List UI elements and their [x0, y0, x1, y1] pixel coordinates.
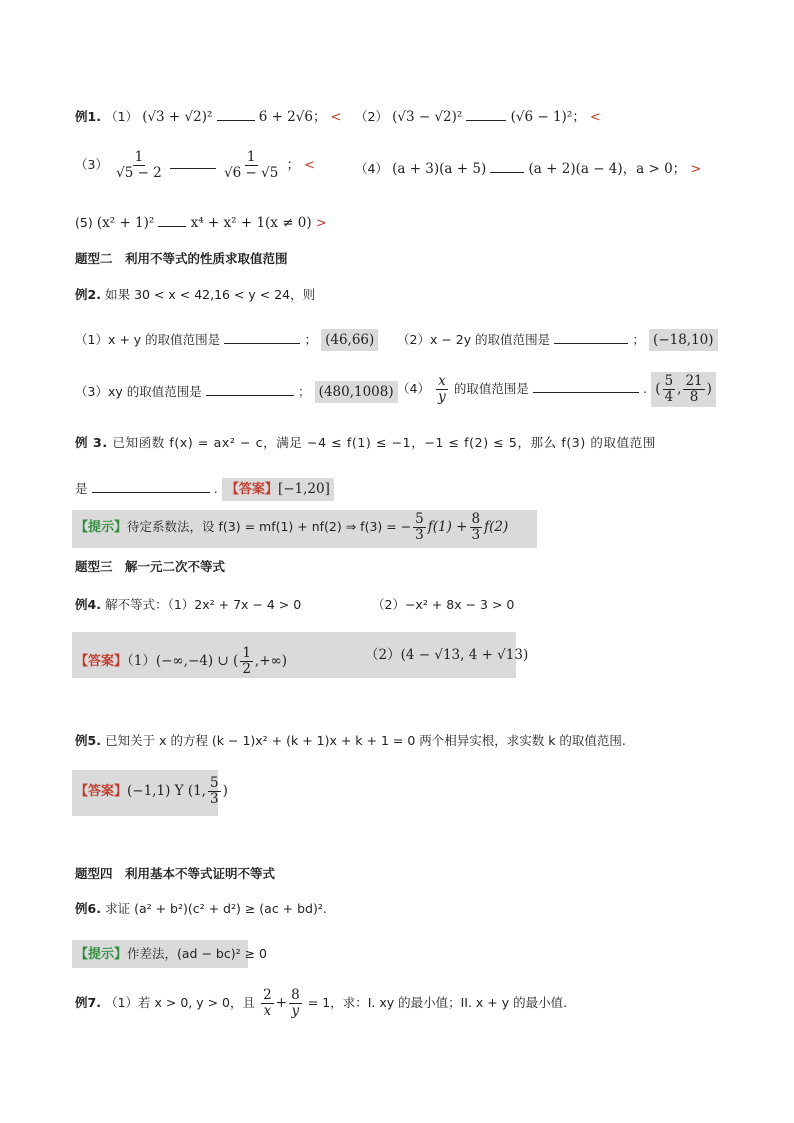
ex4-stem2: （2）−x² + 8x − 3 > 0: [372, 597, 515, 612]
ex1-p1-answer: <: [330, 110, 342, 125]
answer-blank: [217, 110, 255, 121]
ex1-p2-answer: <: [589, 110, 601, 125]
ex1-p2-lhs: (√3 − √2)²: [392, 109, 463, 125]
answer-blank: [466, 110, 506, 121]
answer-blank: [224, 333, 300, 344]
section-heading-type3: 题型三 解一元二次不等式: [75, 559, 226, 574]
ex1-p3-rhs-fraction: $\frac{1}{√6 - √5}$: [224, 149, 279, 181]
ex4-answer: 【答案】（1）(−∞,−4) ∪ ( $\frac{1}{2}$ ,+∞): [75, 645, 288, 677]
ex1-label: 例1.: [75, 109, 101, 124]
ex7-fraction-2-x: $\frac{2}{x}$: [263, 987, 272, 1019]
ex2-q2: （2）x − 2y 的取值范围是 ； (−18,10): [397, 329, 718, 351]
answer-blank: [490, 162, 524, 173]
ex3-answer: 【答案】[−1,20]: [222, 478, 334, 501]
ex3-stem: 例 3. 已知函数 f(x) = ax² − c，满足 −4 ≤ f(1) ≤ −1，−1 ≤ f(2) ≤ 5，那么 f(3) 的取值范围: [75, 435, 656, 450]
ex7-fraction-8-y: $\frac{8}{y}$: [291, 987, 300, 1019]
section-heading-type2: 题型二 利用不等式的性质求取值范围: [75, 251, 288, 266]
ex2-q2-answer: (−18,10): [649, 329, 718, 351]
ex2-stem: 例2. 如果 30 < x < 42,16 < y < 24，则: [75, 287, 316, 302]
ex5-stem: 例5. 已知关于 x 的方程 (k − 1)x² + (k + 1)x + k + 1 = 0 两个相异实根，求实数 k 的取值范围.: [75, 733, 626, 748]
section-heading-type4: 题型四 利用基本不等式证明不等式: [75, 866, 276, 881]
ex4-answer2: （2）(4 − √13, 4 + √13): [365, 647, 529, 663]
ex1-p3-answer: <: [304, 158, 316, 173]
ex1-row2b: （4） (a + 3)(a + 5) (a + 2)(a − 4)，a > 0； >: [355, 161, 702, 177]
ex2-q4-answer: ( $\frac{5}{4}$ , $\frac{21}{8}$ ): [651, 372, 716, 407]
answer-blank: [533, 382, 639, 393]
ex1-p1-lhs: (√3 + √2)²: [142, 109, 213, 125]
ex1-p3-lhs-fraction: $\frac{1}{√5 - 2}$: [116, 149, 162, 181]
ex1-p5-answer: >: [315, 216, 327, 231]
ex4-stem: 例4. 解不等式：（1）2x² + 7x − 4 > 0: [75, 597, 302, 612]
ex7-stem: 例7. （1）若 x > 0, y > 0，且 $\frac{2}{x}$ + $\frac{8}{y}$ = 1，求：I. xy 的最小值；II. x + y 的最小值.: [75, 987, 568, 1019]
ex6-stem: 例6. 求证 (a² + b²)(c² + d²) ≥ (ac + bd)².: [75, 901, 327, 916]
ex1-row2: （3） $\frac{1}{√5 - 2}$ $\frac{1}{√6 - √5}$ ； <: [75, 149, 316, 181]
ex2-q4: （4） $\frac{x}{y}$ 的取值范围是 . ( $\frac{5}{4}$ , $\frac{21}{8}$ ): [397, 372, 716, 407]
answer-blank: [158, 216, 186, 227]
ex1-p4-answer: >: [690, 162, 702, 177]
answer-blank: [170, 158, 216, 169]
ex2-q3-answer: (480,1008): [315, 381, 398, 403]
ex2-q1-answer: (46,66): [321, 329, 378, 351]
ex1-row1: 例1. （1） (√3 + √2)² 6 + 2√6； <: [75, 109, 342, 125]
ex2-q1: （1）x + y 的取值范围是 ； (46,66): [75, 329, 378, 351]
ex2-q3: （3）xy 的取值范围是 ； (480,1008): [75, 381, 398, 403]
ex3-stem2: 是 . 【答案】[−1,20]: [75, 478, 334, 501]
ex2-q4-fraction: $\frac{x}{y}$: [438, 373, 446, 405]
ex1-row1b: （2） (√3 − √2)² (√6 − 1)²； <: [355, 109, 601, 125]
answer-blank: [554, 333, 628, 344]
answer-blank: [92, 482, 210, 493]
ex3-hint: 【提示】待定系数法，设 f(3) = mf(1) + nf(2) ⇒ f(3) = − $\frac{5}{3}$ f(1) + $\frac{8}{3}$ f(2): [75, 511, 509, 543]
ex6-hint: 【提示】作差法，(ad − bc)² ≥ 0: [75, 946, 267, 962]
ex1-row3: (5) (x² + 1)² x⁴ + x² + 1(x ≠ 0) >: [75, 215, 327, 231]
ex5-answer: 【答案】(−1,1) Y (1, $\frac{5}{3}$ ): [75, 775, 228, 807]
answer-blank: [206, 385, 294, 396]
